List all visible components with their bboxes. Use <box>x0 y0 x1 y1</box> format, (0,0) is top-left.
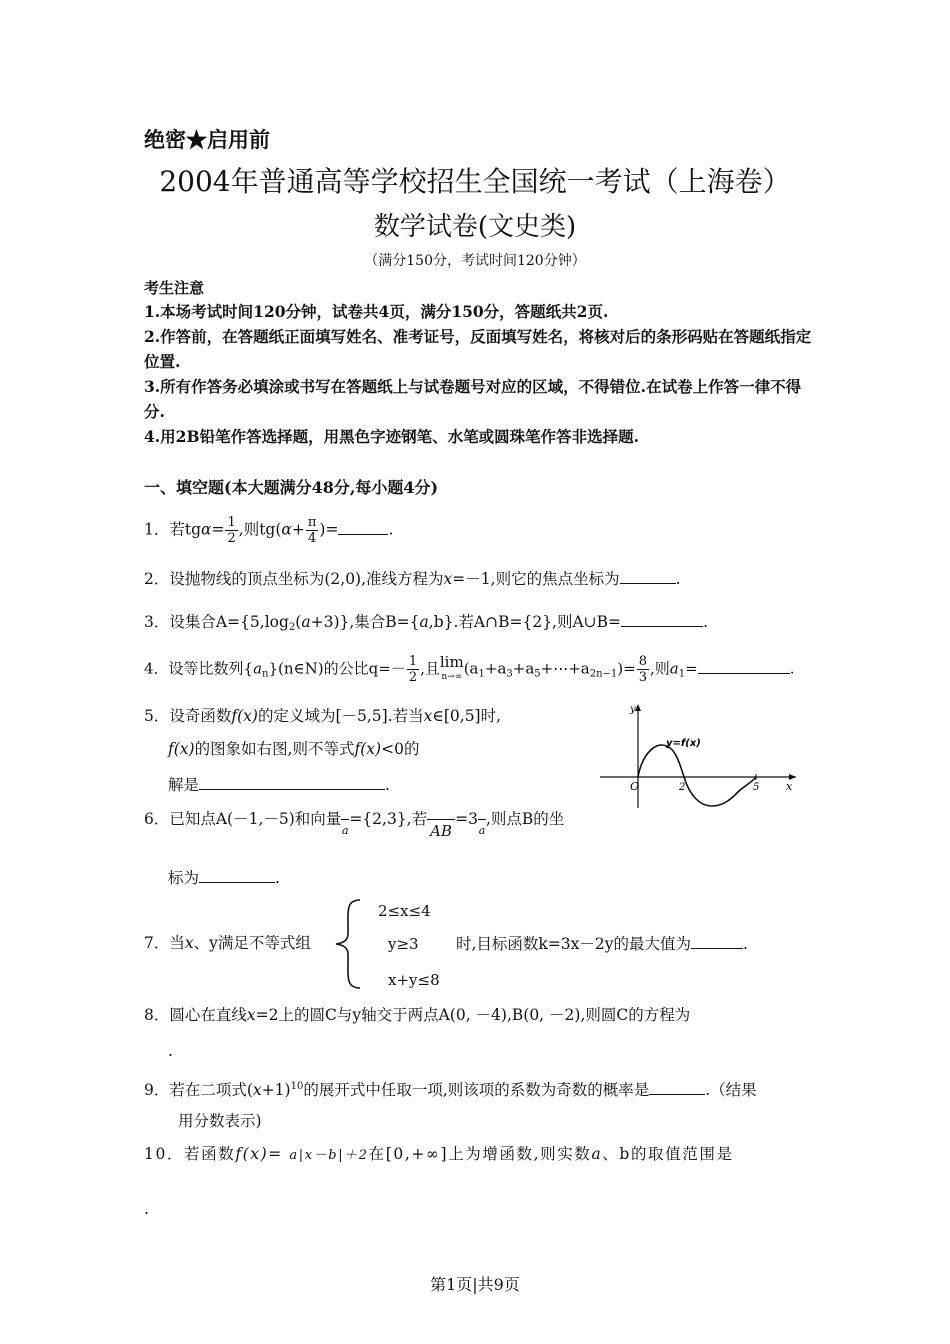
answer-blank[interactable] <box>621 610 703 627</box>
question-5-line-1: 5．设奇函数f(x)的定义域为[－5,5].若当x∈[0,5]时, <box>144 707 502 725</box>
question-10-line-2: . <box>144 1200 149 1218</box>
section-heading: 一、填空题(本大题满分48分,每小题4分) <box>144 478 439 497</box>
answer-blank[interactable] <box>649 1078 705 1095</box>
x-axis-label: x <box>786 780 793 793</box>
answer-blank[interactable] <box>199 773 385 790</box>
question-1: 1．若tgα= $\frac{1}{2}$ ,则tg(α+ $\frac{\pi}{4}$ )= . <box>144 515 394 546</box>
inequality-2: y≥3 <box>388 935 419 953</box>
page-footer: 第1页|共9页 <box>430 1275 520 1294</box>
y-axis-label: y <box>630 704 636 715</box>
notice-heading: 考生注意 <box>144 279 205 297</box>
answer-blank[interactable] <box>199 866 275 883</box>
question-10: 10．若函数f(x)= a|x－b|＋2在[0,+∞]上为增函数,则实数a、b的取值范围是 <box>144 1145 734 1163</box>
inequality-3: x+y≤8 <box>388 971 440 989</box>
exam-subtitle: 数学试卷(文史类) <box>373 212 577 242</box>
tick-label-2: 2 <box>679 782 686 793</box>
question-3: 3．设集合$A=\{5,\log_2(a+3)\}$,集合B={a,b}.若A∩B={2},则A∪B= . <box>144 610 708 639</box>
question-2: 2．设抛物线的顶点坐标为(2,0),准线方程为x=－1,则它的焦点坐标为 . <box>144 567 681 590</box>
exam-note: （满分150分，考试时间120分钟） <box>364 253 586 269</box>
notice-item-2: 2.作答前，在答题纸正面填写姓名、准考证号，反面填写姓名，将核对后的条形码贴在答题纸指定位置. <box>144 327 812 371</box>
answer-blank[interactable] <box>698 657 790 674</box>
question-6-line-2: 标为 . <box>168 866 280 889</box>
question-4: 4．设等比数列$\{a_n\}(n\in N)$的公比q=－ $\frac{1}{2}$ ,且 lim n→∞ $(a_1+a_3+a_5+\cdots+a_{2n-1})=$ $\frac{8}{3}$ ,则$a_1=$ . <box>144 652 795 685</box>
answer-blank[interactable] <box>691 932 743 949</box>
y-arrow-icon <box>635 704 641 711</box>
origin-label: O <box>630 780 640 793</box>
notice-item-4: 4.用2B铅笔作答选择题，用黑色字迹钢笔、水笔或圆珠笔作答非选择题. <box>144 427 639 446</box>
function-label: y=f(x) <box>666 738 701 749</box>
function-curve <box>638 745 756 806</box>
notice-item-3: 3.所有作答务必填涂或书写在答题纸上与试卷题号对应的区域，不得错位.在试卷上作答一律不得分. <box>144 377 802 421</box>
notice-item-1: 1.本场考试时间120分钟，试卷共4页，满分150分，答题纸共2页. <box>144 302 609 321</box>
secret-label: 绝密★启用前 <box>144 127 270 152</box>
question-8-line-2: . <box>168 1042 173 1060</box>
tick-label-5: 5 <box>753 782 760 793</box>
question-9-line-2: 用分数表示) <box>178 1112 262 1130</box>
inequality-1: 2≤x≤4 <box>378 902 431 920</box>
question-8: 8．圆心在直线x=2上的圆C与y轴交于两点A(0, －4),B(0, －2),则圆C的方程为 <box>144 1006 691 1024</box>
question-5-line-2: f(x)的图象如右图,则不等式f(x)<0的 <box>168 740 420 758</box>
question-5-line-3: 解是 . <box>168 773 390 796</box>
system-brace-icon <box>332 896 362 992</box>
answer-blank[interactable] <box>620 567 676 584</box>
answer-blank[interactable] <box>338 518 388 535</box>
function-graph <box>600 700 800 810</box>
question-9: 9．若在二项式$(x+1)^{10}$的展开式中任取一项,则该项的系数为奇数的概率是 .（结果 <box>144 1076 757 1101</box>
question-6-line-1: 6．已知点A(－1,－5)和向量a={2,3},若AB=3a,则点B的坐 <box>144 810 565 840</box>
question-7: 7．当x、y满足不等式组 <box>144 934 311 952</box>
exam-title: 2004年普通高等学校招生全国统一考试（上海卷） <box>159 165 791 198</box>
question-7-tail: 时,目标函数k=3x－2y的最大值为 . <box>456 932 748 955</box>
